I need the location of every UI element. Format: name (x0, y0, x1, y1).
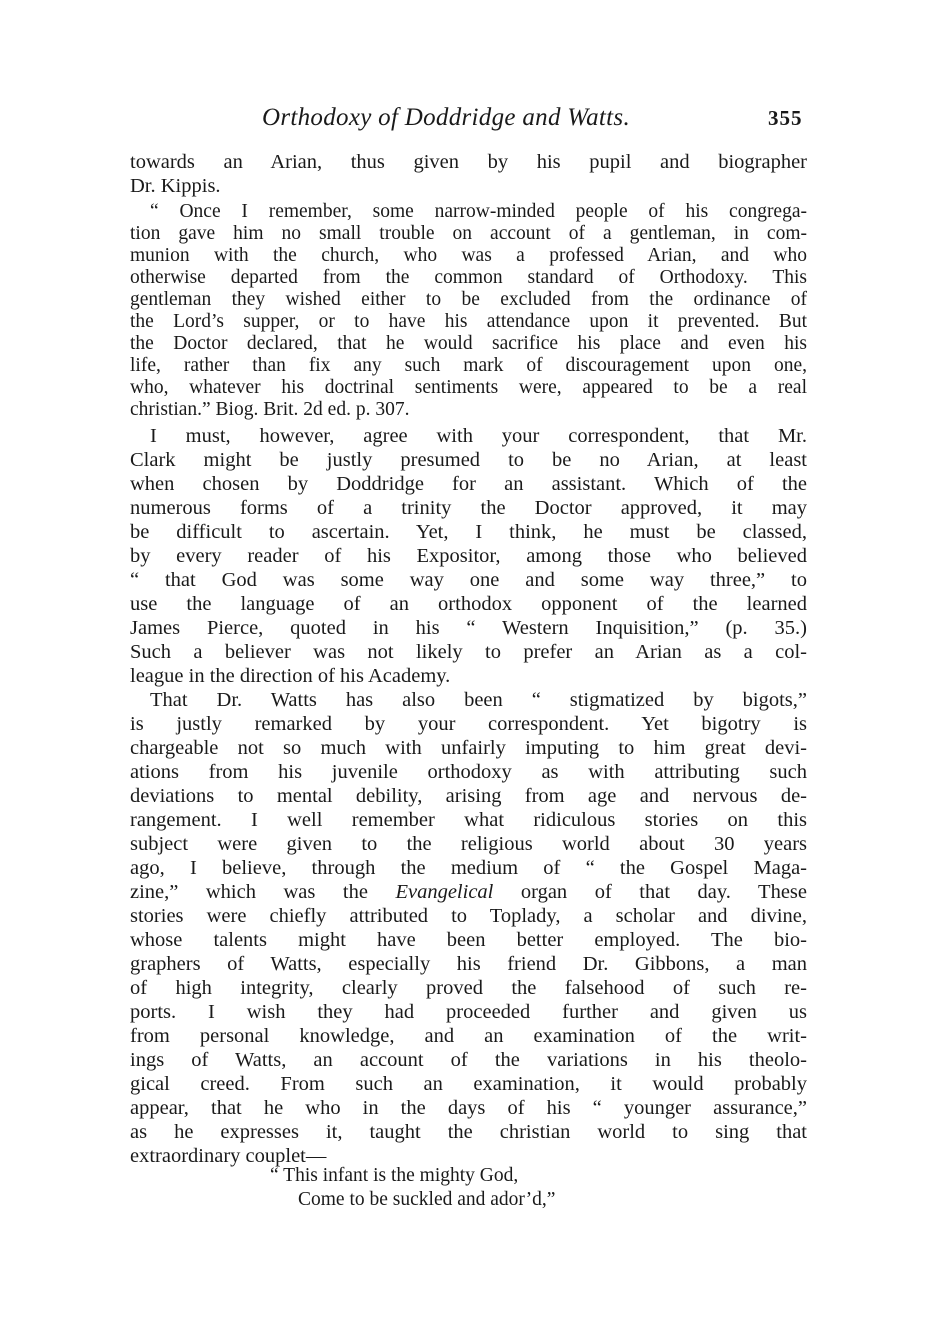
text-line: use the language of an orthodox opponent of the learned (130, 593, 807, 615)
text-line: deviations to mental debility, arising from age and nervous de- (130, 785, 807, 807)
poem-line: “ This infant is the mighty God, (270, 1165, 519, 1186)
running-header (0, 104, 942, 134)
text-line: I must, however, agree with your correspondent, that Mr. (150, 425, 807, 447)
text-line: of high integrity, clearly proved the falsehood of such re- (130, 977, 807, 999)
text-line-with-italic (130, 880, 807, 904)
text-line: chargeable not so much with unfairly imputing to him great devi- (130, 737, 807, 759)
text-line: by every reader of his Expositor, among those who believed (130, 545, 807, 567)
text-line: munion with the church, who was a professed Arian, and who (130, 245, 807, 266)
text-line: christian.” Biog. Brit. 2d ed. p. 307. (130, 399, 410, 420)
text-segment: zine,” which was the (130, 881, 368, 903)
text-line: from personal knowledge, and an examination of the writ- (130, 1025, 807, 1047)
text-line: subject were given to the religious world about 30 years (130, 833, 807, 855)
page-number: 355 (768, 106, 803, 130)
text-line: rangement. I well remember what ridiculous stories on this (130, 809, 807, 831)
text-line: ports. I wish they had proceeded further and given us (130, 1001, 807, 1023)
text-line: the Lord’s supper, or to have his attendance upon it prevented. But (130, 311, 807, 332)
text-line: “ Once I remember, some narrow-minded people of his congrega- (150, 201, 807, 222)
text-segment: organ of that day. These (520, 881, 808, 903)
text-line: otherwise departed from the common standard of Orthodoxy. This (130, 267, 807, 288)
text-line: is justly remarked by your correspondent. Yet bigotry is (130, 713, 807, 735)
text-line: ago, I believe, through the medium of “ the Gospel Maga- (130, 857, 807, 879)
text-line: Clark might be justly presumed to be no Arian, at least (130, 449, 807, 471)
text-line: Dr. Kippis. (130, 175, 221, 197)
text-line: when chosen by Doddridge for an assistant. Which of the (130, 473, 807, 495)
text-line: who, whatever his doctrinal sentiments were, appeared to be a real (130, 377, 807, 398)
text-line: whose talents might have been better employed. The bio- (130, 929, 807, 951)
text-line: gical creed. From such an examination, it would probably (130, 1073, 807, 1095)
text-line: extraordinary couplet— (130, 1145, 327, 1167)
text-line: be difficult to ascertain. Yet, I think, he must be classed, (130, 521, 807, 543)
text-line: gentleman they wished either to be excluded from the ordinance of (130, 289, 807, 310)
text-line: Such a believer was not likely to prefer an Arian as a col- (130, 641, 807, 663)
text-line: league in the direction of his Academy. (130, 665, 451, 687)
text-line: towards an Arian, thus given by his pupil and biographer (130, 151, 807, 173)
text-line: ations from his juvenile orthodoxy as with attributing such (130, 761, 807, 783)
text-line: graphers of Watts, especially his friend Dr. Gibbons, a man (130, 953, 807, 975)
text-line: numerous forms of a trinity the Doctor approved, it may (130, 497, 807, 519)
text-line: the Doctor declared, that he would sacrifice his place and even his (130, 333, 807, 354)
text-line: life, rather than fix any such mark of discouragement upon one, (130, 355, 807, 376)
running-title: Orthodoxy of Doddridge and Watts. (262, 104, 630, 131)
italic-word: Evangelical (395, 881, 494, 903)
text-line: as he expresses it, taught the christian world to sing that (130, 1121, 807, 1143)
text-line: James Pierce, quoted in his “ Western Inquisition,” (p. 35.) (130, 617, 807, 639)
text-line: ings of Watts, an account of the variations in his theolo- (130, 1049, 807, 1071)
text-line: That Dr. Watts has also been “ stigmatized by bigots,” (150, 689, 807, 711)
text-line: appear, that he who in the days of his “ younger assurance,” (130, 1097, 807, 1119)
text-line: stories were chiefly attributed to Toplady, a scholar and divine, (130, 905, 807, 927)
text-line: tion gave him no small trouble on account of a gentleman, in com- (130, 223, 807, 244)
poem-line: Come to be suckled and ador’d,” (298, 1189, 556, 1210)
text-line: “ that God was some way one and some way three,” to (130, 569, 807, 591)
